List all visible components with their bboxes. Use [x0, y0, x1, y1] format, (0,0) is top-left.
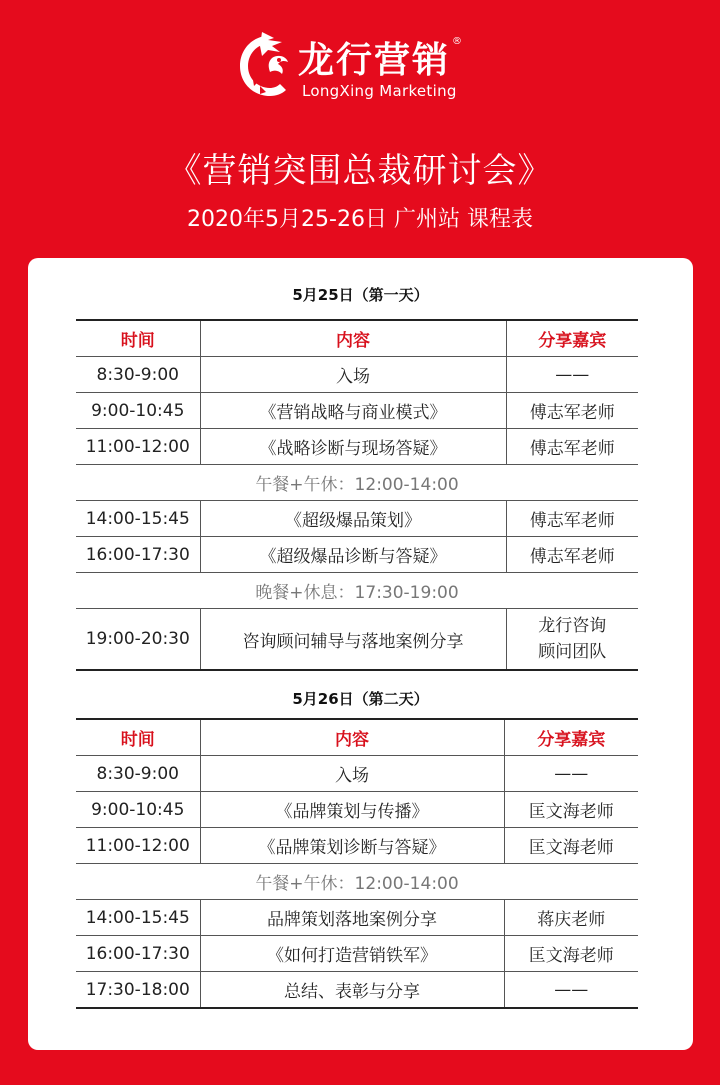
time-cell: 17:30-18:00 [76, 972, 200, 1009]
content-cell: 《营销战略与商业模式》 [200, 393, 506, 429]
brand-name-en: LongXing Marketing [302, 82, 457, 100]
column-header-content: 内容 [200, 719, 504, 756]
content-cell: 《战略诊断与现场答疑》 [200, 429, 506, 465]
guest-cell: 匡文海老师 [504, 828, 638, 864]
guest-cell [506, 609, 638, 671]
table-row [76, 828, 638, 864]
content-cell: 《品牌策划诊断与答疑》 [200, 828, 504, 864]
table-row [76, 501, 638, 537]
content-cell: 入场 [200, 357, 506, 393]
time-cell: 19:00-20:30 [76, 609, 200, 671]
break-cell: 晚餐+休息：17:30-19:00 [76, 573, 638, 609]
content-cell: 入场 [200, 756, 504, 792]
content-cell: 《如何打造营销铁军》 [200, 936, 504, 972]
table-row [76, 792, 638, 828]
time-cell: 9:00-10:45 [76, 792, 200, 828]
guest-line: 顾问团队 [538, 642, 607, 662]
table-row [76, 357, 638, 393]
table-header-row [76, 719, 638, 756]
time-cell: 11:00-12:00 [76, 828, 200, 864]
table-row [76, 756, 638, 792]
content-cell: 品牌策划落地案例分享 [200, 900, 504, 936]
table-row [76, 537, 638, 573]
table-row [76, 972, 638, 1009]
table-row [76, 429, 638, 465]
time-cell: 8:30-9:00 [76, 756, 200, 792]
break-row [76, 465, 638, 501]
break-cell: 午餐+午休：12:00-14:00 [76, 465, 638, 501]
day2-title: 5月26日（第二天） [292, 690, 429, 708]
day1-schedule-table [76, 319, 638, 671]
guest-cell: 蒋庆老师 [504, 900, 638, 936]
registered-mark: ® [452, 36, 462, 47]
guest-line: 龙行咨询 [538, 616, 607, 636]
guest-cell: —— [504, 972, 638, 1009]
column-header-time: 时间 [76, 320, 200, 357]
time-cell: 11:00-12:00 [76, 429, 200, 465]
day2-schedule-table [76, 718, 638, 1009]
column-header-content: 内容 [200, 320, 506, 357]
content-cell: 咨询顾问辅导与落地案例分享 [200, 609, 506, 671]
time-cell: 14:00-15:45 [76, 501, 200, 537]
day1-title: 5月25日（第一天） [292, 286, 429, 304]
time-cell: 8:30-9:00 [76, 357, 200, 393]
time-cell: 16:00-17:30 [76, 537, 200, 573]
break-row [76, 573, 638, 609]
page-subtitle: 2020年5月25-26日 广州站 课程表 [187, 207, 533, 232]
content-cell: 《超级爆品策划》 [200, 501, 506, 537]
guest-cell: —— [504, 756, 638, 792]
table-row [76, 900, 638, 936]
time-cell: 16:00-17:30 [76, 936, 200, 972]
table-row [76, 609, 638, 671]
page-title: 《营销突围总裁研讨会》 [167, 151, 553, 191]
guest-cell: 匡文海老师 [504, 792, 638, 828]
guest-cell: 傅志军老师 [506, 537, 638, 573]
table-row [76, 936, 638, 972]
brand-logo [232, 30, 472, 104]
column-header-time: 时间 [76, 719, 200, 756]
brand-name-cn: 龙行营销 [298, 40, 451, 81]
content-cell: 《品牌策划与传播》 [200, 792, 504, 828]
time-cell: 14:00-15:45 [76, 900, 200, 936]
page-header [0, 0, 720, 258]
schedule-card [28, 258, 693, 1050]
content-cell: 《超级爆品诊断与答疑》 [200, 537, 506, 573]
content-cell: 总结、表彰与分享 [200, 972, 504, 1009]
column-header-guest: 分享嘉宾 [506, 320, 638, 357]
guest-cell: 傅志军老师 [506, 429, 638, 465]
break-row [76, 864, 638, 900]
table-header-row [76, 320, 638, 357]
column-header-guest: 分享嘉宾 [504, 719, 638, 756]
break-cell: 午餐+午休：12:00-14:00 [76, 864, 638, 900]
guest-cell: 傅志军老师 [506, 393, 638, 429]
table-row [76, 393, 638, 429]
time-cell: 9:00-10:45 [76, 393, 200, 429]
guest-cell: —— [506, 357, 638, 393]
dragon-logo-icon [232, 30, 298, 102]
guest-cell: 匡文海老师 [504, 936, 638, 972]
guest-cell: 傅志军老师 [506, 501, 638, 537]
